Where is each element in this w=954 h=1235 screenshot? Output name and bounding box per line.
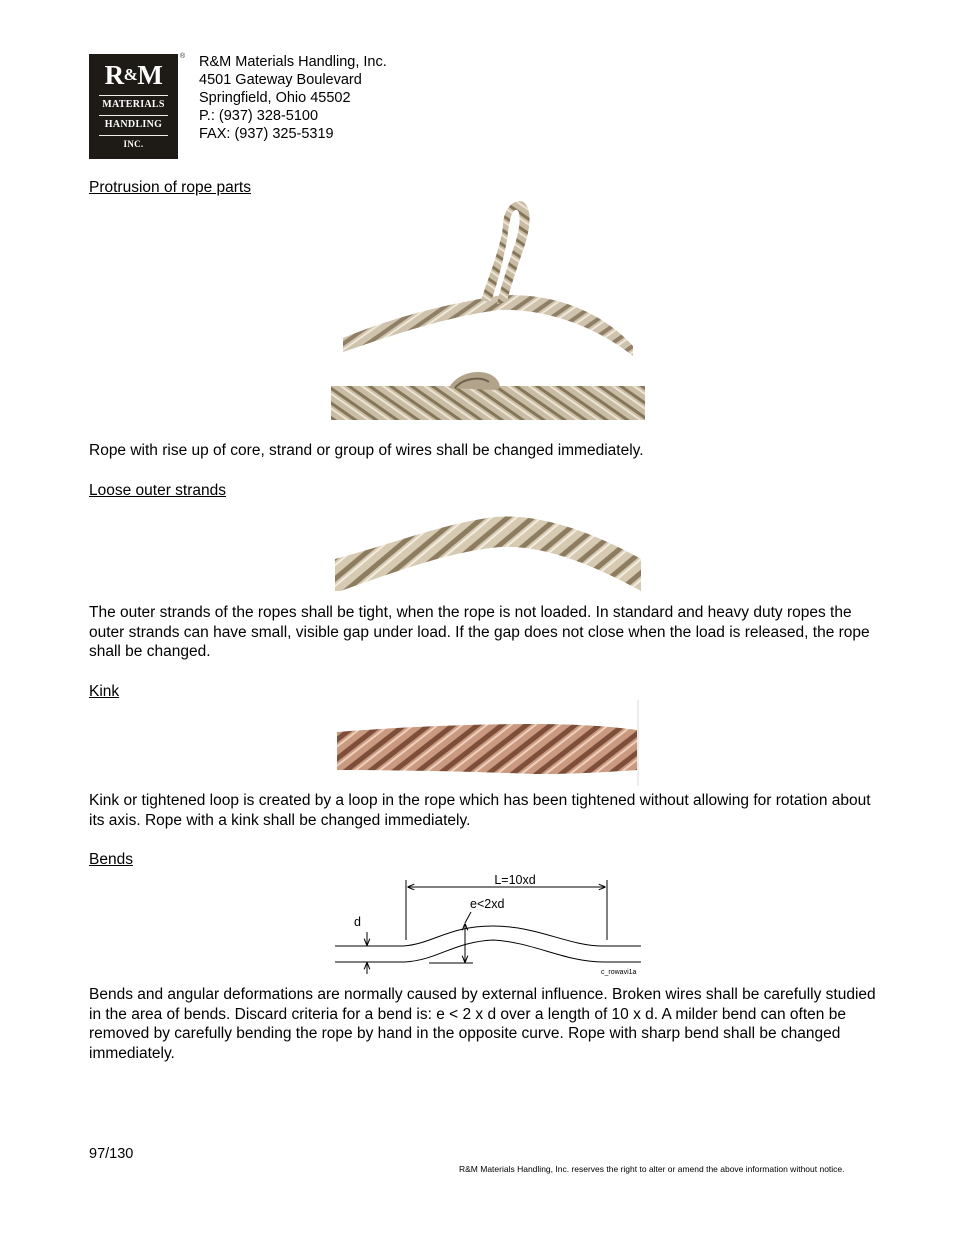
text-loose-strands: The outer strands of the ropes shall be tight, when the rope is not loaded. In standard and heavy duty ropes the outer strands can have small, visible gap under load. If the gap does not close when the load is released, the rope shall be changed. [89, 604, 870, 660]
bend-length-label: L=10xd [494, 873, 536, 887]
company-phone: P.: (937) 328-5100 [199, 108, 319, 124]
company-city: Springfield, Ohio 45502 [199, 90, 351, 106]
heading-kink: Kink [89, 683, 120, 700]
page-number: 97/130 [89, 1146, 134, 1162]
company-logo [89, 54, 178, 159]
heading-protrusion: Protrusion of rope parts [89, 179, 251, 196]
text-kink: Kink or tightened loop is created by a loop in the rope which has been tightened without allowing for rotation about its axis. Rope with a kink shall be changed immediately. [89, 792, 871, 829]
bend-e-label: e<2xd [470, 897, 505, 911]
footer-notice: R&M Materials Handling, Inc. reserves the right to alter or amend the above information without notice. [459, 1164, 845, 1174]
registered-mark: ® [180, 53, 186, 60]
text-bends: Bends and angular deformations are normally caused by external influence. Broken wires shall be carefully studied in the area of bends. Discard criteria for a bend is: e < 2 x d over a length of 10 x d. A milder bend can often be removed by carefully bending the rope by hand in the opposite curve. Rope with sharp bend shall be changed immediately. [89, 986, 876, 1062]
loose-strands-rope-photo [335, 513, 641, 591]
text-protrusion: Rope with rise up of core, strand or group of wires shall be changed immediately. [89, 442, 644, 459]
logo-main-text: R&M [104, 60, 163, 90]
company-address [199, 53, 387, 143]
bend-figure-code: c_rowavi1a [601, 969, 637, 976]
bend-diagram [333, 870, 643, 978]
company-street: 4501 Gateway Boulevard [199, 72, 362, 88]
logo-line-inc: INC. [123, 139, 144, 149]
company-fax: FAX: (937) 325-5319 [199, 126, 334, 142]
heading-bends: Bends [89, 851, 133, 868]
logo-line-materials: MATERIALS [102, 99, 165, 110]
kink-rope-photo [335, 700, 641, 786]
logo-line-handling: HANDLING [104, 119, 163, 130]
company-name: R&M Materials Handling, Inc. [199, 54, 387, 70]
heading-loose-strands: Loose outer strands [89, 482, 227, 499]
protrusion-rope-photo [331, 196, 647, 422]
bend-d-label: d [354, 915, 361, 929]
